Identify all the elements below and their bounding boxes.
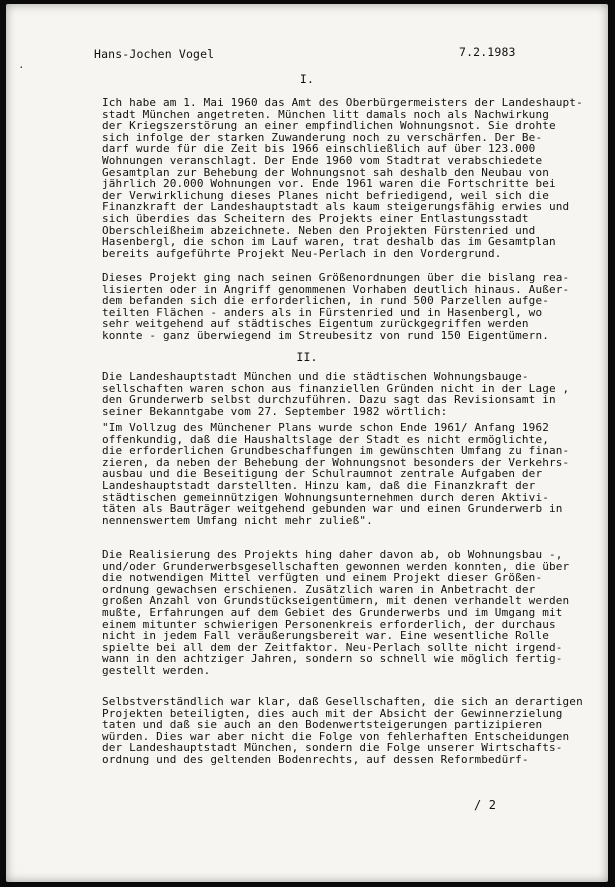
paragraph-2: Dieses Projekt ging nach seinen Größenordnungen über die bislang rea- lisierten oder in Angriff genommenen Vorhaben deutlich hinaus. Außer- dem befanden sich die erforderlichen, in rund 500 Parzellen aufge- teilten Flächen - anders als in Fürstenried und in Hasenbergl, wo sehr weitgehend auf städtisches Eigentum zurückgegriffen werden konnte - ganz überwiegend im Streubesitz von rund 150 Eigentümern. <box>102 271 570 342</box>
author-name: Hans-Jochen Vogel <box>94 47 215 61</box>
paragraph-5: Die Realisierung des Projekts hing daher davon ab, ob Wohnungsbau -, und/oder Grunderwerbsgesellschaften gewonnen werden konnten, die über die notwendigen Mittel verfügten und einem Projekt dieser Größen- ordnung gewachsen erschienen. Zusätzlich waren in Anbetracht der großen Anzahl von Grundstückseigentümern, mit denen verhandelt werden mußte, Erfahrungen auf dem Gebiet des Grunderwerbs und im Umgang mit einem mitunter schwierigen Personenkreis erforderlich, der durchaus nicht in jedem Fall veräußerungsbereit war. Eine wesentliche Rolle spielte bei all dem der Zeitfaktor. Neu-Perlach sollte nicht irgend- wann in den achtziger Jahren, sondern so schnell wie möglich fertig- gestellt werden. <box>102 548 570 677</box>
scan-artifact: · <box>18 61 25 74</box>
document-date: 7.2.1983 <box>459 45 516 59</box>
document-page <box>6 4 608 882</box>
section-heading-two: II. <box>296 350 318 364</box>
paragraph-6: Selbstverständlich war klar, daß Gesellschaften, die sich an derartigen Projekten beteiligten, dies auch mit der Absicht der Gewinnerzielung taten und daß sie auch an den Bodenwertsteigerungen partizipieren würden. Dies war aber nicht die Folge von fehlerhaften Entscheidungen der Landeshauptstadt München, sondern die Folge unserer Wirtschafts- ordnung und des geltenden Bodenrechts, auf dessen Reformbedürf- <box>102 695 583 766</box>
paragraph-3: Die Landeshauptstadt München und die städtischen Wohnungsbauge- sellschaften waren schon aus finanziellen Gründen nicht in der Lage , den Grunderwerb selbst durchzuführen. Dazu sagt das Revisionsamt in seiner Bekanntgabe vom 27. September 1982 wörtlich: <box>102 370 570 418</box>
paragraph-1: Ich habe am 1. Mai 1960 das Amt des Oberbürgermeisters der Landeshaupt- stadt München angetreten. München litt damals noch als Nachwirkung der Kriegszerstörung an einer empfindlichen Wohnungsnot. Sie drohte sich infolge der starken Zuwanderung noch zu verschärfen. Der Be- darf wurde für die Zeit bis 1966 einschließlich auf über 123.000 Wohnungen veranschlagt. Der Ende 1960 vom Stadtrat verabschiedete Gesamtplan zur Behebung der Wohnungsnot sah deshalb den Neubau von jährlich 20.000 Wohnungen vor. Ende 1961 waren die Fortschritte bei der Verwirklichung dieses Planes nicht befriedigend, weil sich die Finanzkraft der Landeshauptstadt als kaum steigerungsfähig erwies und sich überdies das Scheitern des Projekts einer Entlastungsstadt Oberschleißheim abzeichnete. Neben den Projekten Fürstenried und Hasenbergl, die schon im Lauf waren, trat deshalb das im Gesamtplan bereits aufgeführte Projekt Neu-Perlach in den Vordergrund. <box>102 96 583 260</box>
quote-paragraph: "Im Vollzug des Münchener Plans wurde schon Ende 1961/ Anfang 1962 offenkundig, daß die Haushaltslage der Stadt es nicht ermöglichte, die erforderlichen Grundbeschaffungen im gewünschten Umfang zu finan- zieren, da neben der Behebung der Wohnungsnot besonders der Verkehrs- ausbau und die Beseitigung der Schulraumnot zentrale Aufgaben der Landeshauptstadt darstellten. Hinzu kam, daß die Finanzkraft der städtischen gemeinnützigen Wohnungsunternehmen durch deren Aktivi- täten als Bauträger weitgehend gebunden war und einen Grunderwerb in nennenswertem Umfang nicht mehr zuließ". <box>102 421 570 527</box>
page-continuation-marker: / 2 <box>474 798 497 812</box>
section-heading-one: I. <box>299 72 315 86</box>
